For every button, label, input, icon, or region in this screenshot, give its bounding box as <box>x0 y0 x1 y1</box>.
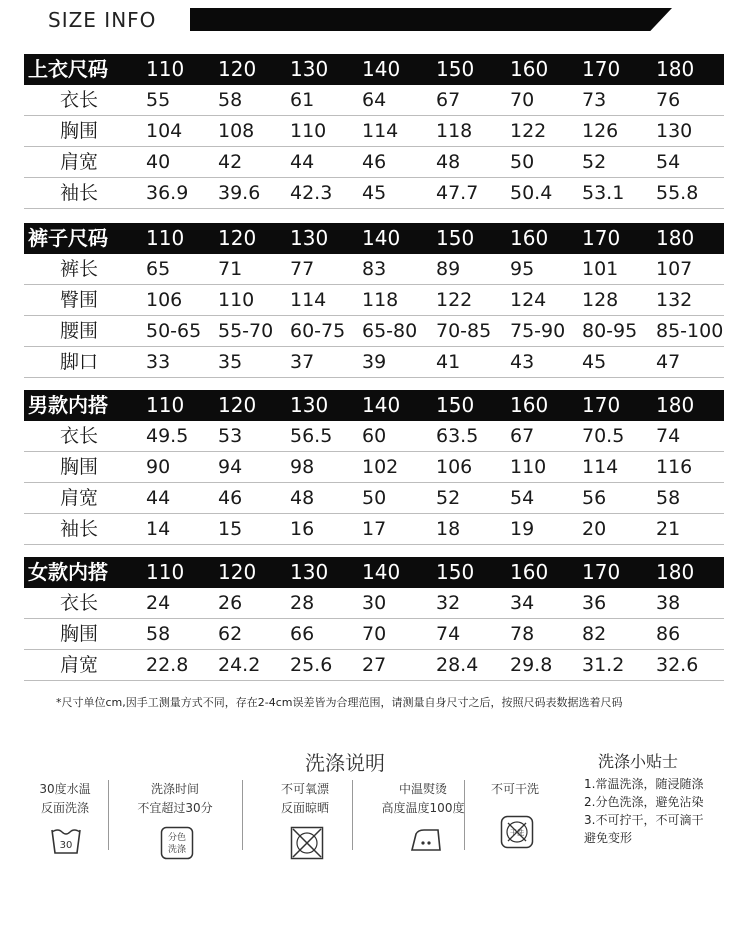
size-column-header: 170 <box>582 560 621 584</box>
size-column-header: 180 <box>656 226 695 250</box>
size-column-header: 180 <box>656 393 695 417</box>
table-cell: 54 <box>656 151 681 173</box>
table-cell: 44 <box>146 487 171 509</box>
table-cell: 60 <box>362 425 387 447</box>
table-cell: 44 <box>290 151 315 173</box>
table-cell: 106 <box>146 289 183 311</box>
table-cell: 101 <box>582 258 619 280</box>
tip-line: 3.不可拧干，不可滴干 <box>584 813 704 827</box>
table-cell: 26 <box>218 592 243 614</box>
table-cell: 83 <box>362 258 387 280</box>
table-row <box>24 178 724 209</box>
care-item <box>10 780 120 856</box>
table-cell: 50 <box>510 151 535 173</box>
table-cell: 130 <box>656 120 693 142</box>
table-cell: 76 <box>656 89 681 111</box>
row-label: 脚口 <box>59 351 98 373</box>
table-cell: 86 <box>656 623 681 645</box>
table-cell: 116 <box>656 456 693 478</box>
table-cell: 110 <box>218 289 255 311</box>
table-cell: 53.1 <box>582 182 625 204</box>
table-cell: 14 <box>146 518 171 540</box>
no-dry-clean-icon <box>500 815 530 845</box>
size-table-title: 上衣尺码 <box>28 57 108 81</box>
table-cell: 37 <box>290 351 315 373</box>
size-table <box>24 390 724 545</box>
care-divider <box>242 780 243 850</box>
size-column-header: 140 <box>362 393 401 417</box>
table-cell: 49.5 <box>146 425 189 447</box>
table-row <box>24 588 724 619</box>
size-column-header: 120 <box>218 393 257 417</box>
dry-clean-label: 干洗 <box>510 829 524 837</box>
table-cell: 61 <box>290 89 315 111</box>
size-column-header: 110 <box>146 57 185 81</box>
size-column-header: 150 <box>436 57 475 81</box>
table-cell: 70-85 <box>436 320 492 342</box>
size-column-header: 110 <box>146 393 185 417</box>
size-column-header: 170 <box>582 393 621 417</box>
table-cell: 50 <box>362 487 387 509</box>
table-cell: 108 <box>218 120 255 142</box>
table-row <box>24 85 724 116</box>
tip-line: 避免变形 <box>584 831 633 845</box>
table-cell: 24 <box>146 592 171 614</box>
table-cell: 33 <box>146 351 171 373</box>
table-cell: 60-75 <box>290 320 346 342</box>
table-cell: 132 <box>656 289 693 311</box>
size-info-header <box>0 0 750 40</box>
care-item-line1: 不可干洗 <box>490 782 539 796</box>
table-cell: 63.5 <box>436 425 479 447</box>
table-cell: 15 <box>218 518 243 540</box>
table-cell: 64 <box>362 89 387 111</box>
table-cell: 55-70 <box>218 320 274 342</box>
size-table-header <box>24 390 724 421</box>
table-cell: 124 <box>510 289 547 311</box>
table-cell: 52 <box>436 487 461 509</box>
table-cell: 25.6 <box>290 654 333 676</box>
table-row <box>24 147 724 178</box>
care-item-line2: 反面晾晒 <box>280 801 329 815</box>
table-cell: 62 <box>218 623 243 645</box>
table-cell: 29.8 <box>510 654 553 676</box>
size-column-header: 120 <box>218 57 257 81</box>
size-column-header: 140 <box>362 57 401 81</box>
table-cell: 74 <box>436 623 461 645</box>
size-column-header: 130 <box>290 393 329 417</box>
table-cell: 46 <box>218 487 243 509</box>
table-cell: 95 <box>510 258 535 280</box>
table-cell: 110 <box>290 120 327 142</box>
iron-medium-icon <box>408 826 438 856</box>
tips-title: 洗涤小贴士 <box>598 752 679 771</box>
size-column-header: 150 <box>436 560 475 584</box>
table-cell: 48 <box>290 487 315 509</box>
table-cell: 75-90 <box>510 320 566 342</box>
table-cell: 102 <box>362 456 399 478</box>
table-cell: 30 <box>362 592 387 614</box>
size-table <box>24 54 724 209</box>
care-item-line1: 30度水温 <box>39 782 91 796</box>
table-cell: 50.4 <box>510 182 553 204</box>
table-row <box>24 514 724 545</box>
table-cell: 31.2 <box>582 654 625 676</box>
size-table-title: 女款内搭 <box>28 560 108 584</box>
table-cell: 67 <box>436 89 461 111</box>
table-cell: 48 <box>436 151 461 173</box>
size-table-header <box>24 557 724 588</box>
table-cell: 58 <box>656 487 681 509</box>
size-column-header: 110 <box>146 226 185 250</box>
size-table-title: 裤子尺码 <box>28 226 108 250</box>
table-cell: 106 <box>436 456 473 478</box>
table-cell: 114 <box>582 456 619 478</box>
table-cell: 55.8 <box>656 182 699 204</box>
table-cell: 36 <box>582 592 607 614</box>
table-cell: 58 <box>218 89 243 111</box>
size-column-header: 130 <box>290 57 329 81</box>
table-cell: 70 <box>362 623 387 645</box>
size-column-header: 130 <box>290 560 329 584</box>
size-column-header: 170 <box>582 57 621 81</box>
care-item-line2: 反面洗涤 <box>40 801 89 815</box>
table-cell: 42.3 <box>290 182 333 204</box>
size-column-header: 140 <box>362 560 401 584</box>
row-label: 裤长 <box>59 258 98 280</box>
size-column-header: 160 <box>510 393 549 417</box>
table-cell: 80-95 <box>582 320 638 342</box>
tip-line: 2.分色洗涤，避免沾染 <box>584 795 704 809</box>
table-cell: 17 <box>362 518 387 540</box>
table-cell: 28 <box>290 592 315 614</box>
row-label: 腰围 <box>59 320 98 342</box>
table-cell: 126 <box>582 120 619 142</box>
size-column-header: 120 <box>218 560 257 584</box>
size-column-header: 150 <box>436 226 475 250</box>
table-cell: 41 <box>436 351 461 373</box>
row-label: 胸围 <box>59 456 98 478</box>
table-cell: 35 <box>218 351 243 373</box>
size-table-title: 男款内搭 <box>28 393 108 417</box>
table-cell: 20 <box>582 518 607 540</box>
table-cell: 22.8 <box>146 654 189 676</box>
care-tips <box>584 775 703 847</box>
care-divider <box>352 780 353 850</box>
table-cell: 118 <box>436 120 473 142</box>
no-bleach-icon <box>290 826 320 856</box>
separate-color-wash-icon <box>160 826 190 856</box>
table-cell: 53 <box>218 425 243 447</box>
table-cell: 85-100 <box>656 320 724 342</box>
row-label: 肩宽 <box>59 151 98 173</box>
table-cell: 43 <box>510 351 535 373</box>
table-cell: 90 <box>146 456 171 478</box>
table-cell: 27 <box>362 654 387 676</box>
row-label: 臀围 <box>59 289 98 311</box>
table-cell: 36.9 <box>146 182 189 204</box>
care-item <box>250 780 360 856</box>
table-cell: 32 <box>436 592 461 614</box>
row-label: 袖长 <box>59 182 98 204</box>
table-cell: 32.6 <box>656 654 699 676</box>
row-label: 衣长 <box>59 425 98 447</box>
table-cell: 122 <box>436 289 473 311</box>
row-label: 衣长 <box>59 89 98 111</box>
care-divider <box>108 780 109 850</box>
table-cell: 42 <box>218 151 243 173</box>
table-cell: 45 <box>362 182 387 204</box>
table-cell: 94 <box>218 456 243 478</box>
table-cell: 122 <box>510 120 547 142</box>
table-cell: 65 <box>146 258 171 280</box>
table-cell: 40 <box>146 151 171 173</box>
table-cell: 47.7 <box>436 182 479 204</box>
size-column-header: 150 <box>436 393 475 417</box>
table-cell: 70.5 <box>582 425 625 447</box>
tip-line: 1.常温洗涤，随浸随涤 <box>584 777 704 791</box>
table-cell: 82 <box>582 623 607 645</box>
care-item-line1: 中温熨烫 <box>398 782 447 796</box>
table-row <box>24 650 724 681</box>
care-item-line2: 高度温度100度 <box>381 801 465 815</box>
size-table-header <box>24 54 724 85</box>
care-item-line2: 不宜超过30分 <box>137 801 213 815</box>
table-row <box>24 316 724 347</box>
table-cell: 118 <box>362 289 399 311</box>
table-cell: 98 <box>290 456 315 478</box>
table-row <box>24 483 724 514</box>
separate-wash-label-1: 分色 <box>167 833 187 843</box>
table-cell: 16 <box>290 518 315 540</box>
table-cell: 52 <box>582 151 607 173</box>
size-table <box>24 223 724 378</box>
size-info-title: SIZE INFO <box>48 8 157 32</box>
row-label: 肩宽 <box>59 654 98 676</box>
table-cell: 56 <box>582 487 607 509</box>
table-cell: 55 <box>146 89 171 111</box>
size-table-header <box>24 223 724 254</box>
separate-wash-label-2: 洗涤 <box>167 845 187 855</box>
table-cell: 104 <box>146 120 183 142</box>
table-row <box>24 452 724 483</box>
table-cell: 78 <box>510 623 535 645</box>
table-row <box>24 254 724 285</box>
size-column-header: 170 <box>582 226 621 250</box>
header-bar <box>190 8 672 31</box>
table-cell: 114 <box>362 120 399 142</box>
care-title: 洗涤说明 <box>305 751 385 775</box>
row-label: 胸围 <box>59 120 98 142</box>
care-item-line1: 不可氧漂 <box>280 782 329 796</box>
wash-temp-label: 30 <box>59 840 73 851</box>
size-column-header: 110 <box>146 560 185 584</box>
table-cell: 39.6 <box>218 182 261 204</box>
size-column-header: 140 <box>362 226 401 250</box>
table-row <box>24 619 724 650</box>
row-label: 胸围 <box>59 623 98 645</box>
table-row <box>24 116 724 147</box>
table-row <box>24 347 724 378</box>
row-label: 衣长 <box>59 592 98 614</box>
size-column-header: 160 <box>510 226 549 250</box>
table-cell: 18 <box>436 518 461 540</box>
table-cell: 54 <box>510 487 535 509</box>
table-cell: 73 <box>582 89 607 111</box>
table-cell: 89 <box>436 258 461 280</box>
table-cell: 39 <box>362 351 387 373</box>
size-column-header: 130 <box>290 226 329 250</box>
table-cell: 74 <box>656 425 681 447</box>
table-cell: 28.4 <box>436 654 479 676</box>
size-table <box>24 557 724 681</box>
table-cell: 56.5 <box>290 425 333 447</box>
table-cell: 77 <box>290 258 315 280</box>
table-cell: 67 <box>510 425 535 447</box>
table-cell: 65-80 <box>362 320 418 342</box>
table-cell: 19 <box>510 518 535 540</box>
row-label: 肩宽 <box>59 487 98 509</box>
care-item <box>460 780 570 845</box>
size-column-header: 160 <box>510 560 549 584</box>
table-cell: 21 <box>656 518 681 540</box>
table-cell: 58 <box>146 623 171 645</box>
table-cell: 47 <box>656 351 681 373</box>
table-row <box>24 285 724 316</box>
measurement-note: *尺寸单位cm,因手工测量方式不同，存在2-4cm误差皆为合理范围，请测量自身尺寸之后，按照尺码表数据选着尺码 <box>56 696 623 709</box>
table-cell: 114 <box>290 289 327 311</box>
table-cell: 70 <box>510 89 535 111</box>
row-label: 袖长 <box>59 518 98 540</box>
table-cell: 24.2 <box>218 654 261 676</box>
table-row <box>24 421 724 452</box>
care-item-line1: 洗涤时间 <box>150 782 199 796</box>
table-cell: 110 <box>510 456 547 478</box>
table-cell: 107 <box>656 258 693 280</box>
care-item <box>120 780 230 856</box>
table-cell: 71 <box>218 258 243 280</box>
size-column-header: 180 <box>656 57 695 81</box>
table-cell: 45 <box>582 351 607 373</box>
size-column-header: 120 <box>218 226 257 250</box>
care-divider <box>464 780 465 850</box>
table-cell: 50-65 <box>146 320 202 342</box>
wash-30-icon <box>50 826 80 856</box>
table-cell: 46 <box>362 151 387 173</box>
table-cell: 128 <box>582 289 619 311</box>
table-cell: 66 <box>290 623 315 645</box>
table-cell: 38 <box>656 592 681 614</box>
size-column-header: 180 <box>656 560 695 584</box>
size-column-header: 160 <box>510 57 549 81</box>
table-cell: 34 <box>510 592 535 614</box>
